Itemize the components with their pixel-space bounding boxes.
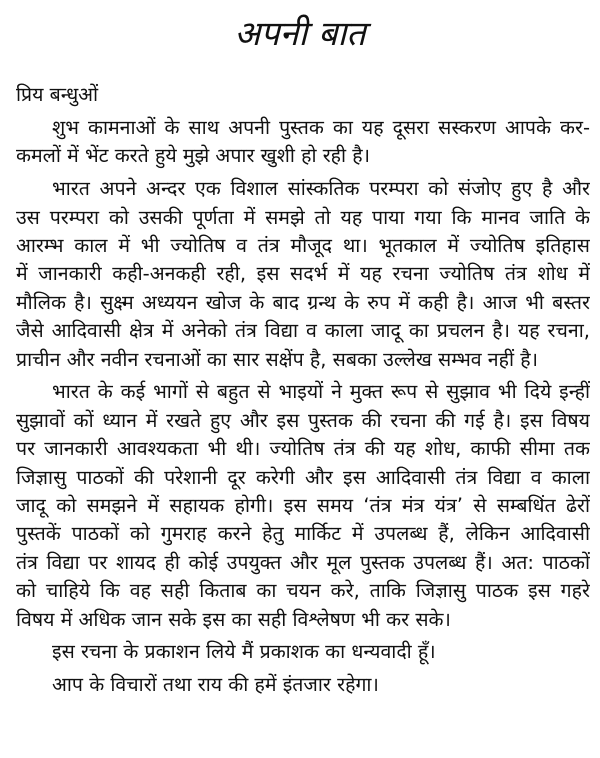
text-line: में जानकारी कही-अनकही रही, इस सदर्भ में यह रचना ज्योतिष तंत्र शोध में <box>16 262 590 286</box>
page-title: अपनी बात <box>234 14 366 54</box>
text-line: जिज्ञासु पाठकों की परेशानी दूर करेगी और इस आदिवासी तंत्र विद्या व काला <box>16 465 590 489</box>
paragraph <box>16 114 590 171</box>
text-line: पुस्तकें पाठकों को गुमराह करने हेतु मार्किट में उपलब्ध हैं, लेकिन आदिवासी <box>16 522 590 546</box>
paragraph <box>16 175 590 374</box>
text-line: सुझावों कों ध्यान में रखते हुए और इस पुस्तक की रचना की गई है। इस विषय <box>16 408 590 432</box>
document-body <box>16 81 590 704</box>
text-line: मौलिक है। सुक्ष्म अध्ययन खोज के बाद ग्रन्थ के रुप में कही है। आज भी बस्तर <box>16 290 590 314</box>
text-line: पर जानकारी आवश्यकता भी थी। ज्योतिष तंत्र की यह शोध, काफी सीमा तक <box>16 437 590 461</box>
text-line: उस परम्परा को उसकी पूर्णता में समझे तो यह पाया गया कि मानव जाति के <box>16 205 590 229</box>
text-line: शुभ कामनाओं के साथ अपनी पुस्तक का यह दूसरा सस्करण आपके कर- <box>52 115 590 139</box>
text-line: आप के विचारों तथा राय की हमें इंतजार रहेगा। <box>52 673 379 697</box>
text-line: इस रचना के प्रकाशन लिये मैं प्रकाशक का धन्यवादी हूँ। <box>52 640 436 664</box>
text-line: प्राचीन और नवीन रचनाओं का सार सक्षेंप है, सबका उल्लेख सम्भव नहीं है। <box>16 347 538 371</box>
text-line: आरम्भ काल में भी ज्योतिष व तंत्र मौजूद था। भूतकाल में ज्योतिष इतिहास <box>16 233 590 257</box>
text-line: भारत के कई भागों से बहुत से भाइयों ने मुक्त रूप से सुझाव भी दिये इन्हीं <box>52 380 590 404</box>
text-line: जैसे आदिवासी क्षेत्र में अनेको तंत्र विद्या व काला जादू का प्रचलन है। यह रचना, <box>16 319 590 343</box>
text-line: तंत्र विद्या पर शायद ही कोई उपयुक्त और मूल पुस्तक उपलब्ध हैं। अत: पाठकों <box>16 550 590 574</box>
text-line: भारत अपने अन्दर एक विशाल सांस्कतिक परम्परा को संजोए हुए है और <box>52 177 590 201</box>
salutation: प्रिय बन्धुओं <box>16 83 99 106</box>
text-line: जादू को समझने में सहायक होगी। इस समय ‘तंत्र मंत्र यंत्र’ से सम्बधिंत ढेरों <box>16 493 590 517</box>
paragraph <box>16 671 590 699</box>
paragraph <box>16 638 590 666</box>
text-line: को चाहिये कि वह सही किताब का चयन करे, ताकि जिज्ञासु पाठक इस गहरे <box>16 579 590 603</box>
text-line: विषय में अधिक जान सके इस का सही विश्लेषण भी कर सके। <box>16 607 451 631</box>
paragraph <box>16 378 590 634</box>
text-line: कमलों में भेंट करते हुये मुझे अपार खुशी हो रही है। <box>16 144 371 168</box>
